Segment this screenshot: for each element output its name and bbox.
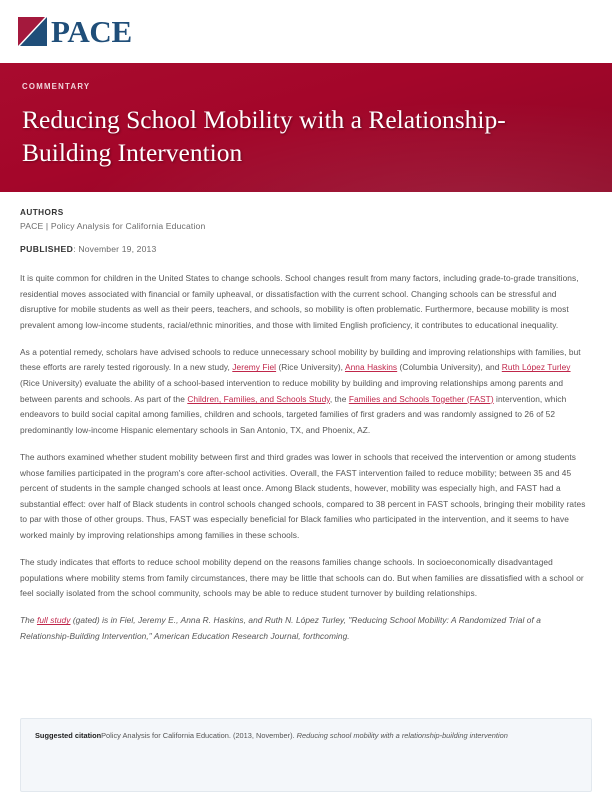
paragraph-2-text-c: (Columbia University), and xyxy=(397,362,502,373)
paragraph-2 xyxy=(20,345,592,439)
published-label: PUBLISHED xyxy=(20,244,74,254)
pace-logo-wordmark: PACE xyxy=(51,14,132,49)
paragraph-2-text-e: , the xyxy=(329,393,349,404)
authors-label: AUTHORS xyxy=(20,208,64,217)
suggested-citation-box xyxy=(20,718,592,792)
content-type-kicker: COMMENTARY xyxy=(22,82,91,91)
pace-logo-mark-icon xyxy=(18,17,47,46)
link-anna-haskins[interactable]: Anna Haskins xyxy=(344,362,398,373)
paragraph-2-text-b: (Rice University), xyxy=(276,362,345,373)
site-header xyxy=(0,0,612,63)
link-full-study[interactable]: full study xyxy=(36,615,71,626)
suggested-citation-label: Suggested citation xyxy=(35,731,102,740)
paragraph-5-text-b: (gated) is in Fiel, Jeremy E., Anna R. Haskins, and Ruth N. López Turley, "Reducing School Mobility: A Randomized Trial of a Relationship-Building Intervention," American Education Research Journal, forthcoming. xyxy=(20,615,541,641)
paragraph-stack xyxy=(20,271,592,644)
paragraph-1: It is quite common for children in the United States to change schools. School changes result from many factors, including grade-to-grade transitions, residential moves associated with financial or family upheaval, or dissatisfaction with the current school. Changing schools can be stressful and disruptive for mobile students as well as their peers, teachers, and schools, so mobility is often problematic. Furthermore, because mobility is most prevalent among low-income students, racial/ethnic minorities, and those with limited English proficiency, it contributes to educational inequality. xyxy=(20,273,579,330)
paragraph-5-study-reference xyxy=(20,613,592,644)
link-children-families-schools-study[interactable]: Children, Families, and Schools Study xyxy=(187,393,330,404)
published-value: : November 19, 2013 xyxy=(73,244,157,254)
authors-value: PACE | Policy Analysis for California Education xyxy=(20,221,206,231)
paragraph-4: The study indicates that efforts to reduce school mobility depend on the reasons families change schools. In socioeconomically disadvantaged populations where mobility stems from family circumstances, there may be little that schools can do. But when families are dissatisfied with a school or feel socially isolated from the school community, schools may be able to reduce student turnover by building relationships. xyxy=(20,557,584,599)
paragraph-2-text-f: intervention, which endeavors to build social capital among families, children and schools, targeted families of first graders and was randomly assigned to 26 of 52 predominantly low-income Hispanic elementary schools in San Antonio, TX, and Phoenix, AZ. xyxy=(20,393,567,435)
link-ruth-lopez-turley[interactable]: Ruth López Turley xyxy=(501,362,571,373)
published-line xyxy=(20,244,592,254)
article-body xyxy=(0,192,612,644)
link-jeremy-fiel[interactable]: Jeremy Fiel xyxy=(232,362,277,373)
paragraph-2-text-a: As a potential remedy, scholars have advised schools to reduce unnecessary school mobility by building and improving relationships with families, but these efforts are rarely tested rigorously. In a new study, xyxy=(20,346,581,373)
hero-banner xyxy=(0,63,612,192)
suggested-citation-title: Reducing school mobility with a relationship-building intervention xyxy=(296,731,508,740)
paragraph-2-text-d: (Rice University) evaluate the ability of a school-based intervention to reduce mobility by building and improving relationships among parents and between parents and schools. As part of the xyxy=(20,378,564,404)
page-title: Reducing School Mobility with a Relationship-Building Intervention xyxy=(22,105,506,168)
suggested-citation-text-a: Policy Analysis for California Education. (2013, November). xyxy=(101,731,297,740)
paragraph-3: The authors examined whether student mobility between first and third grades was lower in schools that received the intervention or among students whose families participated in the program's core after-school activities. Overall, the FAST intervention failed to reduce mobility; between 35 and 45 percent of students in the sample changed schools at least once. Among Black students, however, mobility was especially high, and FAST had a substantial effect: over half of Black students in control schools changed schools, compared to 38 percent in FAST schools, bringing their mobility rates to par with those of other groups. Thus, FAST was especially beneficial for Black families who participated in the intervention, and it seems to have worked mainly by improving relationships among families in these schools. xyxy=(20,451,586,540)
link-families-and-schools-together[interactable]: Families and Schools Together (FAST) xyxy=(348,393,494,404)
pace-logo[interactable] xyxy=(18,16,132,47)
suggested-citation-text xyxy=(35,730,577,743)
paragraph-5-text-a: The xyxy=(20,615,37,626)
